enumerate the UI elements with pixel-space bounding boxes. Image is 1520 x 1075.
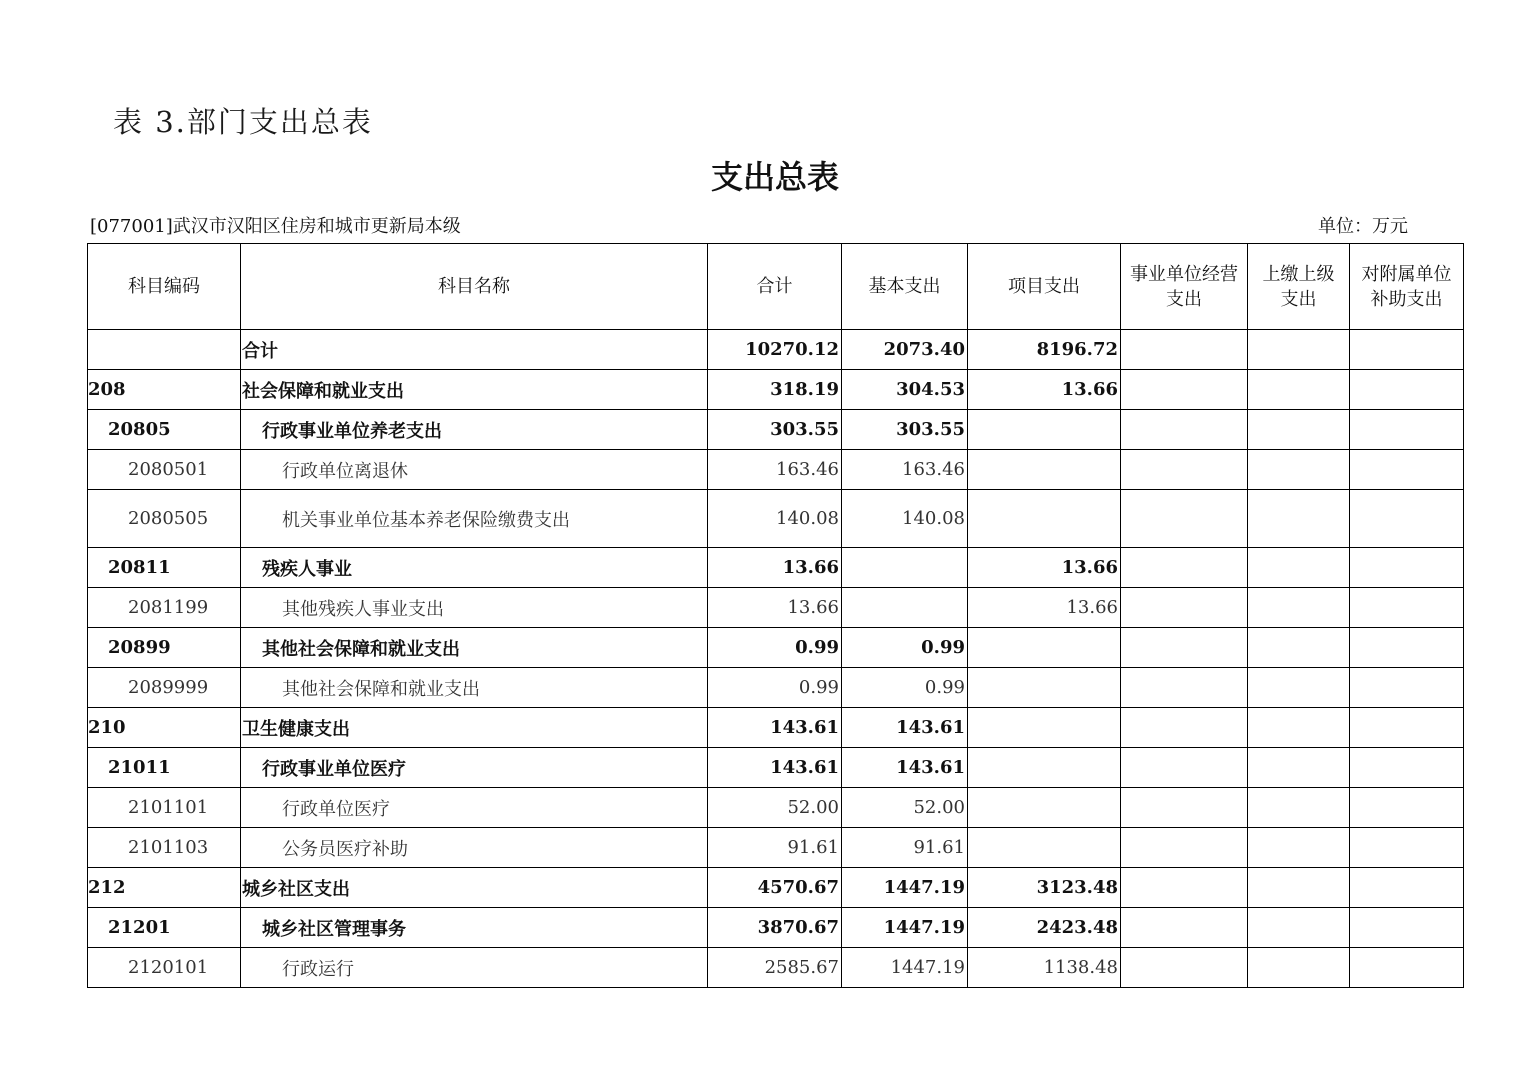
- cell-upper: [1248, 908, 1350, 948]
- cell-project: [968, 628, 1121, 668]
- cell-upper: [1248, 450, 1350, 490]
- table-row: [88, 490, 1464, 548]
- cell-name: 残疾人事业: [241, 548, 708, 588]
- cell-upper: [1248, 748, 1350, 788]
- cell-project: [968, 490, 1121, 548]
- table-row: [88, 588, 1464, 628]
- cell-business: [1121, 588, 1248, 628]
- cell-business: [1121, 410, 1248, 450]
- cell-upper: [1248, 868, 1350, 908]
- cell-name: 行政运行: [241, 948, 708, 988]
- cell-business: [1121, 490, 1248, 548]
- cell-code: 20811: [88, 548, 241, 588]
- cell-total: 10270.12: [708, 330, 842, 370]
- header-subsidy: [1350, 244, 1464, 330]
- cell-code: 208: [88, 370, 241, 410]
- cell-subsidy: [1350, 548, 1464, 588]
- cell-name: 行政单位离退休: [241, 450, 708, 490]
- cell-project: [968, 450, 1121, 490]
- cell-total: 0.99: [708, 668, 842, 708]
- cell-basic: 143.61: [842, 708, 968, 748]
- cell-total: 140.08: [708, 490, 842, 548]
- cell-subsidy: [1350, 748, 1464, 788]
- header-upper-line2: 支出: [1280, 288, 1317, 310]
- header-upper: [1248, 244, 1350, 330]
- cell-code: 2120101: [88, 948, 241, 988]
- cell-project: 3123.48: [968, 868, 1121, 908]
- unit-label: 单位：万元: [1318, 216, 1408, 237]
- cell-name: 行政事业单位养老支出: [241, 410, 708, 450]
- cell-business: [1121, 330, 1248, 370]
- cell-upper: [1248, 548, 1350, 588]
- cell-total: 52.00: [708, 788, 842, 828]
- cell-basic: 91.61: [842, 828, 968, 868]
- expenditure-table: [87, 243, 1464, 988]
- cell-total: 2585.67: [708, 948, 842, 988]
- cell-code: 2081199: [88, 588, 241, 628]
- cell-code: 2101101: [88, 788, 241, 828]
- table-header-row: [88, 244, 1464, 330]
- cell-project: 2423.48: [968, 908, 1121, 948]
- cell-subsidy: [1350, 628, 1464, 668]
- cell-total: 143.61: [708, 748, 842, 788]
- table-row: [88, 410, 1464, 450]
- cell-name: 卫生健康支出: [241, 708, 708, 748]
- cell-basic: 2073.40: [842, 330, 968, 370]
- cell-upper: [1248, 370, 1350, 410]
- cell-basic: 304.53: [842, 370, 968, 410]
- cell-total: 4570.67: [708, 868, 842, 908]
- cell-business: [1121, 828, 1248, 868]
- header-business-line1: 事业单位经营: [1130, 263, 1238, 285]
- cell-code: 210: [88, 708, 241, 748]
- cell-basic: 163.46: [842, 450, 968, 490]
- cell-subsidy: [1350, 490, 1464, 548]
- cell-basic: 143.61: [842, 748, 968, 788]
- cell-project: 13.66: [968, 548, 1121, 588]
- cell-name: 城乡社区支出: [241, 868, 708, 908]
- header-project: 项目支出: [968, 244, 1121, 330]
- cell-code: 2080505: [88, 490, 241, 548]
- cell-name: 城乡社区管理事务: [241, 908, 708, 948]
- table-row: [88, 668, 1464, 708]
- cell-basic: 1447.19: [842, 868, 968, 908]
- cell-upper: [1248, 948, 1350, 988]
- cell-basic: 0.99: [842, 668, 968, 708]
- cell-code: 20899: [88, 628, 241, 668]
- cell-total: 3870.67: [708, 908, 842, 948]
- cell-subsidy: [1350, 908, 1464, 948]
- header-subsidy-line2: 补助支出: [1370, 288, 1443, 310]
- cell-upper: [1248, 588, 1350, 628]
- table-row: [88, 548, 1464, 588]
- cell-code: 20805: [88, 410, 241, 450]
- cell-project: [968, 828, 1121, 868]
- table-row: [88, 868, 1464, 908]
- cell-project: [968, 748, 1121, 788]
- cell-business: [1121, 628, 1248, 668]
- cell-business: [1121, 788, 1248, 828]
- cell-basic: 303.55: [842, 410, 968, 450]
- cell-subsidy: [1350, 588, 1464, 628]
- cell-total: 163.46: [708, 450, 842, 490]
- table-row: [88, 708, 1464, 748]
- cell-subsidy: [1350, 708, 1464, 748]
- cell-upper: [1248, 668, 1350, 708]
- cell-code: 2089999: [88, 668, 241, 708]
- cell-project: 13.66: [968, 370, 1121, 410]
- cell-subsidy: [1350, 330, 1464, 370]
- cell-business: [1121, 868, 1248, 908]
- header-business: [1121, 244, 1248, 330]
- cell-code: 2101103: [88, 828, 241, 868]
- page-title: 支出总表: [710, 158, 839, 196]
- table-row: [88, 828, 1464, 868]
- header-name: 科目名称: [241, 244, 708, 330]
- cell-upper: [1248, 490, 1350, 548]
- table-caption: 表 3.部门支出总表: [113, 105, 373, 139]
- cell-business: [1121, 748, 1248, 788]
- cell-name: 其他残疾人事业支出: [241, 588, 708, 628]
- cell-basic: 52.00: [842, 788, 968, 828]
- cell-business: [1121, 668, 1248, 708]
- cell-business: [1121, 548, 1248, 588]
- table-row: [88, 908, 1464, 948]
- cell-business: [1121, 948, 1248, 988]
- cell-subsidy: [1350, 370, 1464, 410]
- header-total: 合计: [708, 244, 842, 330]
- cell-project: [968, 410, 1121, 450]
- table-row: [88, 330, 1464, 370]
- cell-basic: 140.08: [842, 490, 968, 548]
- cell-upper: [1248, 410, 1350, 450]
- cell-project: 13.66: [968, 588, 1121, 628]
- cell-subsidy: [1350, 828, 1464, 868]
- header-upper-line1: 上缴上级: [1262, 263, 1335, 285]
- table-row: [88, 370, 1464, 410]
- cell-code: 21201: [88, 908, 241, 948]
- cell-name: 行政事业单位医疗: [241, 748, 708, 788]
- cell-subsidy: [1350, 668, 1464, 708]
- organization-name: [077001]武汉市汉阳区住房和城市更新局本级: [90, 216, 461, 237]
- cell-total: 0.99: [708, 628, 842, 668]
- table-row: [88, 788, 1464, 828]
- cell-project: [968, 708, 1121, 748]
- cell-name: 其他社会保障和就业支出: [241, 628, 708, 668]
- cell-business: [1121, 450, 1248, 490]
- table-row: [88, 628, 1464, 668]
- cell-subsidy: [1350, 788, 1464, 828]
- table-row: [88, 450, 1464, 490]
- cell-subsidy: [1350, 868, 1464, 908]
- cell-business: [1121, 708, 1248, 748]
- cell-basic: [842, 548, 968, 588]
- cell-project: [968, 788, 1121, 828]
- cell-total: 143.61: [708, 708, 842, 748]
- cell-total: 13.66: [708, 548, 842, 588]
- cell-project: 8196.72: [968, 330, 1121, 370]
- cell-code: 21011: [88, 748, 241, 788]
- cell-code: [88, 330, 241, 370]
- cell-project: [968, 668, 1121, 708]
- header-code: 科目编码: [88, 244, 241, 330]
- cell-total: 303.55: [708, 410, 842, 450]
- cell-code: 212: [88, 868, 241, 908]
- cell-upper: [1248, 330, 1350, 370]
- cell-name: 社会保障和就业支出: [241, 370, 708, 410]
- cell-business: [1121, 370, 1248, 410]
- cell-code: 2080501: [88, 450, 241, 490]
- cell-name: 其他社会保障和就业支出: [241, 668, 708, 708]
- header-subsidy-line1: 对附属单位: [1361, 263, 1452, 285]
- cell-basic: 0.99: [842, 628, 968, 668]
- cell-name: 合计: [241, 330, 708, 370]
- table-body: [88, 330, 1464, 988]
- cell-basic: 1447.19: [842, 948, 968, 988]
- cell-subsidy: [1350, 948, 1464, 988]
- cell-basic: [842, 588, 968, 628]
- table-row: [88, 748, 1464, 788]
- cell-name: 公务员医疗补助: [241, 828, 708, 868]
- table-row: [88, 948, 1464, 988]
- cell-upper: [1248, 828, 1350, 868]
- cell-basic: 1447.19: [842, 908, 968, 948]
- cell-upper: [1248, 628, 1350, 668]
- cell-name: 机关事业单位基本养老保险缴费支出: [241, 490, 708, 548]
- cell-subsidy: [1350, 450, 1464, 490]
- cell-business: [1121, 908, 1248, 948]
- cell-total: 13.66: [708, 588, 842, 628]
- header-business-line2: 支出: [1166, 288, 1202, 310]
- cell-project: 1138.48: [968, 948, 1121, 988]
- cell-subsidy: [1350, 410, 1464, 450]
- header-basic: 基本支出: [842, 244, 968, 330]
- cell-name: 行政单位医疗: [241, 788, 708, 828]
- cell-total: 318.19: [708, 370, 842, 410]
- cell-upper: [1248, 708, 1350, 748]
- cell-total: 91.61: [708, 828, 842, 868]
- cell-upper: [1248, 788, 1350, 828]
